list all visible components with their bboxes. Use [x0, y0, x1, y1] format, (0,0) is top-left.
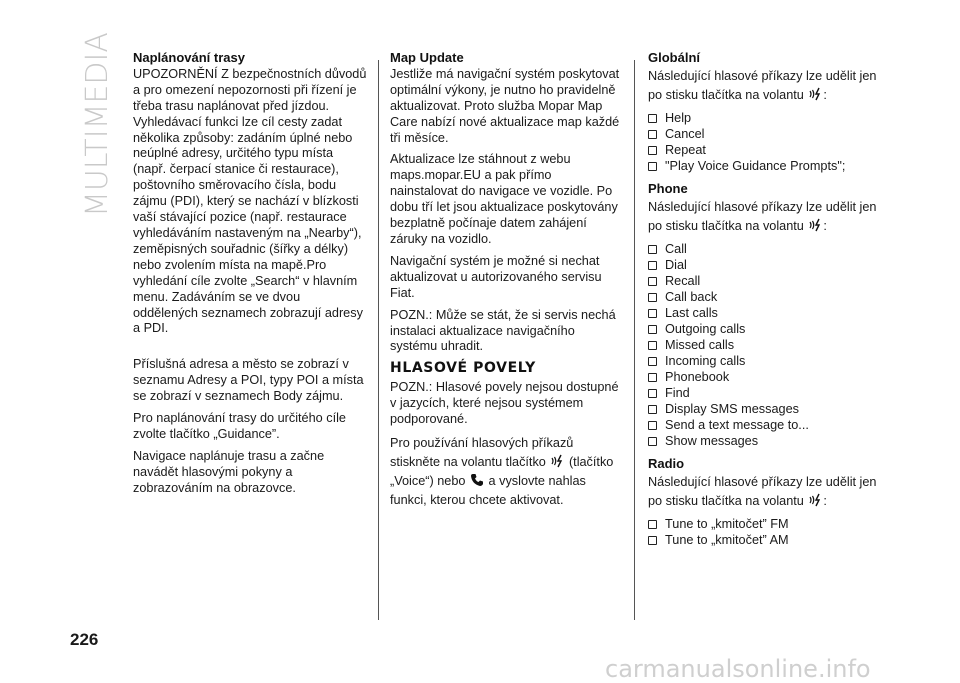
voice-command-icon	[808, 493, 822, 507]
checkbox-bullet-icon	[648, 405, 657, 414]
text-span: Následující hlasové příkazy lze udělit jen po stisku tlačítka na volantu	[648, 68, 877, 102]
page-number: 226	[70, 630, 99, 649]
list-item-label: Incoming calls	[665, 353, 746, 368]
list-item-label: Find	[665, 385, 690, 400]
list-item-label: Call back	[665, 289, 718, 304]
list-item-label: Recall	[665, 273, 701, 288]
paragraph: Aktualizace lze stáhnout z webu maps.mopar.EU a pak přímo nainstalovat do navigace ve vozidle. Po dobu tří let jsou aktualizace poskytovány bezplatně počínaje datem zahájení záruky na vozidlo.	[390, 152, 618, 246]
list-item	[648, 127, 888, 143]
global-command-list	[648, 111, 888, 175]
list-item-label: Dial	[665, 257, 687, 272]
text-span: Následující hlasové příkazy lze udělit jen po stisku tlačítka na volantu	[648, 199, 877, 233]
paragraph: Příslušná adresa a město se zobrazí v seznamu Adresy a POI, typy POI a místa se zobrazí v seznamech Body zájmu.	[133, 357, 364, 404]
list-item-label: Missed calls	[665, 337, 735, 352]
paragraph	[648, 473, 888, 511]
list-item-label: Tune to „kmitočet” FM	[665, 516, 789, 531]
list-item	[648, 517, 888, 533]
list-item-label: Cancel	[665, 126, 705, 141]
text-span: :	[823, 87, 827, 102]
voice-command-icon	[550, 454, 564, 468]
list-item-label: "Play Voice Guidance Prompts";	[665, 158, 846, 173]
list-item	[648, 418, 888, 434]
text-span: (tlačítko „Voice“) nebo	[390, 454, 614, 488]
list-item	[648, 290, 888, 306]
checkbox-bullet-icon	[648, 437, 657, 446]
checkbox-bullet-icon	[648, 130, 657, 139]
list-item	[648, 159, 888, 175]
list-item-label: Call	[665, 241, 687, 256]
watermark: carmanualsonline.info	[605, 655, 871, 683]
paragraph-voice-usage	[390, 434, 622, 510]
voice-command-icon	[808, 218, 822, 232]
column-divider	[378, 60, 379, 620]
list-item	[648, 111, 888, 127]
checkbox-bullet-icon	[648, 389, 657, 398]
paragraph: Navigační systém je možné si nechat aktualizovat u autorizovaného servisu Fiat.	[390, 253, 602, 300]
paragraph: POZN.: Hlasové povely nejsou dostupné v jazycích, které nejsou systémem podporované.	[390, 380, 619, 427]
paragraph: UPOZORNĚNÍ Z bezpečnostních důvodů a pro omezení nepozornosti při řízení je třeba trasu naplánovat před jízdou. Vyhledávací funkci lze cíl cesty zadat několika způsoby: zadáním úplné nebo neúplné adresy, určitého typu místa (např. čerpací stanice či restaurace), poštovního směrovacího čísla, bodu zájmu (PDI), který se nachází v blízkosti vaší stávající pozice (např. restaurace vyhledáváním nastaveným na „Nearby“), zeměpisných souřadnic (šířky a délky) nebo zvolením místa na mapě.Pro vyhledání cíle zvolte „Search“ v hlavním menu. Zadáváním se ve dvou oddělených seznamech zobrazují adresy a PDI.	[133, 66, 367, 336]
column-voice-command-lists	[648, 50, 888, 553]
list-item-label: Help	[665, 110, 692, 125]
paragraph: Jestliže má navigační systém poskytovat optimální výkony, je nutno ho pravidelně aktualizovat. Proto služba Mopar Map Care nabízí nové aktualizace map každé tři měsíce.	[390, 66, 620, 145]
side-section-title: MULTIMEDIA	[80, 32, 115, 218]
paragraph	[648, 67, 888, 105]
checkbox-bullet-icon	[648, 536, 657, 545]
text-span: Následující hlasové příkazy lze udělit jen po stisku tlačítka na volantu	[648, 474, 877, 508]
checkbox-bullet-icon	[648, 309, 657, 318]
list-item-label: Show messages	[665, 433, 759, 448]
checkbox-bullet-icon	[648, 146, 657, 155]
list-item	[648, 322, 888, 338]
list-item	[648, 354, 888, 370]
paragraph: POZN.: Může se stát, že si servis nechá instalaci aktualizace navigačního systému uhradit.	[390, 307, 616, 354]
phone-command-list	[648, 242, 888, 450]
list-item-label: Display SMS messages	[665, 401, 799, 416]
checkbox-bullet-icon	[648, 520, 657, 529]
list-item-label: Last calls	[665, 305, 718, 320]
heading-map-update: Map Update	[390, 50, 464, 65]
checkbox-bullet-icon	[648, 341, 657, 350]
list-item	[648, 338, 888, 354]
heading-phone: Phone	[648, 180, 688, 196]
checkbox-bullet-icon	[648, 421, 657, 430]
list-item-label: Tune to „kmitočet” AM	[665, 532, 789, 547]
checkbox-bullet-icon	[648, 162, 657, 171]
checkbox-bullet-icon	[648, 245, 657, 254]
text-span: Pro používání hlasových příkazů stiskněte na volantu tlačítko	[390, 435, 574, 469]
list-item	[648, 402, 888, 418]
text-span: :	[823, 493, 827, 508]
phone-handset-icon	[470, 473, 484, 487]
list-item	[648, 386, 888, 402]
checkbox-bullet-icon	[648, 357, 657, 366]
checkbox-bullet-icon	[648, 114, 657, 123]
list-item	[648, 306, 888, 322]
list-item	[648, 533, 888, 549]
column-map-update	[390, 50, 622, 516]
list-item-label: Send a text message to...	[665, 417, 809, 432]
paragraph: Pro naplánování trasy do určitého cíle zvolte tlačítko „Guidance”.	[133, 411, 346, 441]
paragraph	[648, 198, 888, 236]
column-route-planning	[133, 50, 368, 503]
paragraph: Navigace naplánuje trasu a začne navádět hlasovými pokyny a zobrazováním na obrazovce.	[133, 448, 325, 495]
list-item	[648, 434, 888, 450]
heading-voice-commands: HLASOVÉ POVELY	[390, 360, 536, 377]
list-item-label: Outgoing calls	[665, 321, 746, 336]
checkbox-bullet-icon	[648, 277, 657, 286]
checkbox-bullet-icon	[648, 373, 657, 382]
column-divider	[634, 60, 635, 620]
list-item	[648, 242, 888, 258]
list-item-label: Repeat	[665, 142, 706, 157]
heading-global: Globální	[648, 50, 700, 65]
list-item	[648, 258, 888, 274]
text-span: a vyslovte nahlas funkci, kterou chcete aktivovat.	[390, 473, 586, 507]
heading-radio: Radio	[648, 455, 685, 471]
list-item-label: Phonebook	[665, 369, 730, 384]
list-item	[648, 370, 888, 386]
heading-route-planning: Naplánování trasy	[133, 50, 245, 65]
list-item	[648, 274, 888, 290]
text-span: :	[823, 218, 827, 233]
radio-command-list	[648, 517, 888, 549]
voice-command-icon	[808, 87, 822, 101]
checkbox-bullet-icon	[648, 325, 657, 334]
list-item	[648, 143, 888, 159]
checkbox-bullet-icon	[648, 293, 657, 302]
checkbox-bullet-icon	[648, 261, 657, 270]
